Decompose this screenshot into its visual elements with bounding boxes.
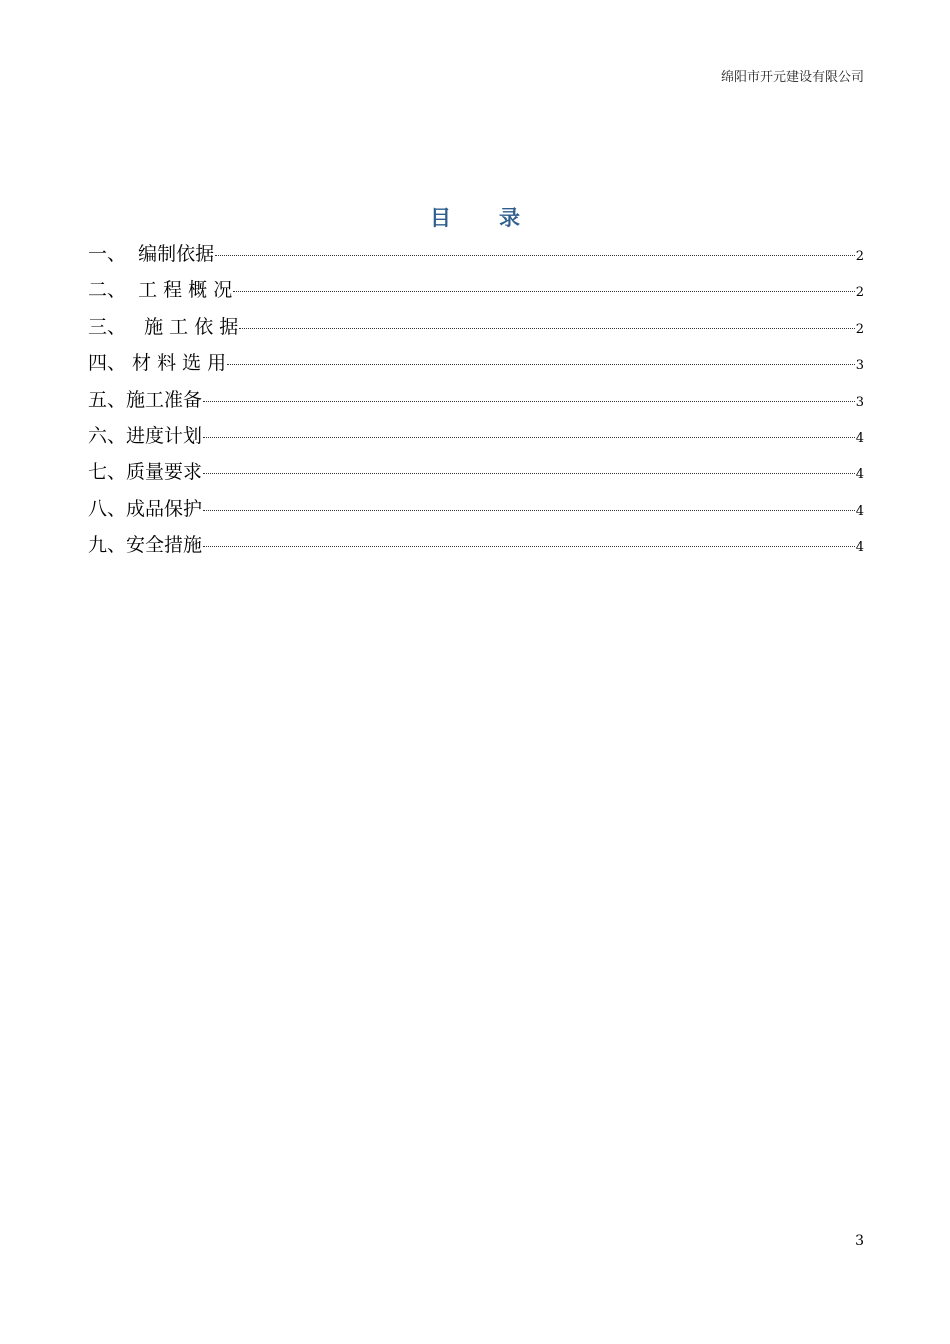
toc-title <box>0 202 950 232</box>
toc-entry[interactable] <box>88 382 864 418</box>
toc-leader-dots <box>233 291 855 292</box>
toc-entry[interactable] <box>88 527 864 563</box>
toc-leader-dots <box>203 546 855 547</box>
toc-entry-page: 3 <box>855 358 864 374</box>
toc-leader-dots <box>227 364 855 365</box>
toc-leader-dots <box>215 255 855 256</box>
toc-entry-page: 2 <box>855 321 864 337</box>
toc-entry[interactable] <box>88 345 864 381</box>
toc-leader-dots <box>239 328 854 329</box>
toc-entry-label: 三、 施 工 依 据 <box>88 315 239 338</box>
toc-leader-dots <box>203 401 855 402</box>
toc-list <box>88 236 864 564</box>
toc-entry-page: 4 <box>855 503 864 519</box>
toc-leader-dots <box>203 437 855 438</box>
toc-entry-page: 2 <box>855 249 864 264</box>
toc-entry[interactable] <box>88 236 864 272</box>
toc-entry-label: 二、 工 程 概 况 <box>88 279 233 302</box>
toc-entry-label: 六、进度计划 <box>88 424 203 447</box>
toc-title-left: 目 <box>430 205 451 230</box>
toc-entry[interactable] <box>88 491 864 527</box>
toc-entry[interactable] <box>88 418 864 454</box>
toc-entry-page: 4 <box>855 540 864 556</box>
toc-title-right: 录 <box>499 205 520 230</box>
toc-entry-label: 五、施工准备 <box>88 388 203 411</box>
toc-entry-page: 3 <box>855 394 864 410</box>
toc-entry-label: 四、 材 料 选 用 <box>88 352 227 375</box>
header-company-name: 绵阳市开元建设有限公司 <box>720 70 864 85</box>
page-number: 3 <box>855 1233 864 1249</box>
toc-entry[interactable] <box>88 309 864 345</box>
toc-entry[interactable] <box>88 272 864 308</box>
toc-entry-page: 4 <box>855 430 864 446</box>
toc-entry[interactable] <box>88 454 864 490</box>
toc-entry-page: 2 <box>855 285 864 301</box>
toc-entry-label: 八、成品保护 <box>88 497 203 520</box>
toc-entry-label: 七、质量要求 <box>88 461 203 484</box>
toc-leader-dots <box>203 473 855 474</box>
toc-entry-label: 九、安全措施 <box>88 534 203 557</box>
toc-entry-label: 一、 编制依据 <box>88 243 215 265</box>
toc-leader-dots <box>203 510 855 511</box>
toc-entry-page: 4 <box>855 467 864 483</box>
